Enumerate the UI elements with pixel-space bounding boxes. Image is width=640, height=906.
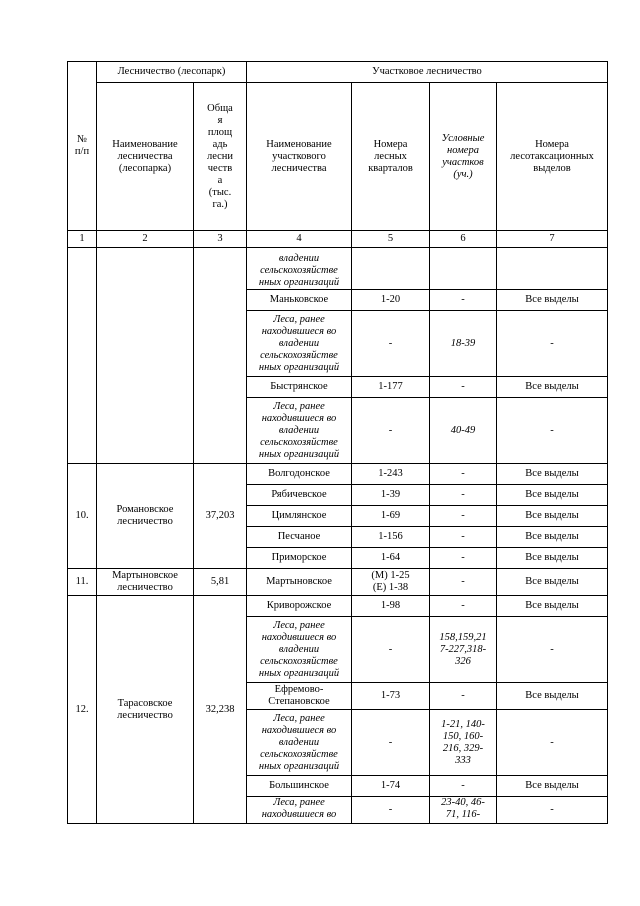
group-num: 10. [68, 464, 97, 569]
header-num: № п/п [68, 62, 97, 231]
header-col-vydely: Номера лесотаксационных выделов [497, 83, 608, 231]
uchastki [430, 248, 497, 290]
table-row [68, 596, 608, 617]
table-row [68, 569, 608, 596]
vydely: Все выделы [497, 485, 608, 506]
header-group-uchastkovoe: Участковое лесничество [247, 62, 608, 83]
group-num: 11. [68, 569, 97, 596]
uchastki: 23-40, 46- 71, 116- [441, 797, 485, 820]
uchastki: 18-39 [430, 311, 497, 377]
header-col-name: Наименование лесничества (лесопарка) [97, 83, 194, 231]
uch-name: Леса, ранее находившиеся во владении сельскохозяйстве нных организаций [247, 398, 352, 464]
group-name-cell [97, 248, 194, 464]
vydely: - [497, 398, 608, 464]
group-name: Мартыновское лесничество [97, 569, 194, 596]
col-number: 7 [497, 231, 608, 248]
uch-name: Леса, ранее находившиеся во владении сельскохозяйстве нных организаций [247, 617, 352, 683]
uchastki: 1-21, 140- 150, 160- 216, 329- 333 [430, 710, 497, 776]
kvartaly: - [352, 617, 430, 683]
table-row [68, 464, 608, 485]
group-name: Тарасовское лесничество [97, 596, 194, 824]
uch-name: Большинское [247, 776, 352, 797]
col-number: 1 [68, 231, 97, 248]
kvartaly: 1-74 [352, 776, 430, 797]
vydely: Все выделы [497, 683, 608, 710]
vydely: Все выделы [497, 464, 608, 485]
header-col-uchastki: Условные номера участков (уч.) [430, 83, 497, 231]
uch-name: Маньковское [247, 290, 352, 311]
uchastki: - [430, 527, 497, 548]
vydely: - [497, 311, 608, 377]
group-area-cell [194, 248, 247, 464]
uchastki: - [430, 485, 497, 506]
kvartaly: 1-20 [352, 290, 430, 311]
uchastki: 158,159,21 7-227,318- 326 [430, 617, 497, 683]
kvartaly [352, 248, 430, 290]
group-area: 32,238 [194, 596, 247, 824]
uchastki: - [430, 596, 497, 617]
header-col-kvartaly: Номера лесных кварталов [352, 83, 430, 231]
group-area: 37,203 [194, 464, 247, 569]
uch-name: Леса, ранее находившиеся во владении сельскохозяйстве нных организаций [247, 311, 352, 377]
uch-name: Леса, ранее находившиеся во владении сельскохозяйстве нных организаций [247, 710, 352, 776]
kvartaly: 1-73 [352, 683, 430, 710]
group-name: Романовское лесничество [97, 464, 194, 569]
uch-name: Леса, ранее находившиеся во [261, 797, 337, 820]
kvartaly: 1-64 [352, 548, 430, 569]
forestry-table [67, 61, 608, 824]
vydely: Все выделы [497, 596, 608, 617]
group-num: 12. [68, 596, 97, 824]
uch-name: Криворожское [247, 596, 352, 617]
uch-name: Приморское [247, 548, 352, 569]
uch-name: Песчаное [247, 527, 352, 548]
vydely: - [497, 710, 608, 776]
uch-name: Мартыновское [247, 569, 352, 596]
uchastki: - [430, 776, 497, 797]
header-col-area: Обща я площ адь лесни честв а (тыс. га.) [194, 83, 247, 231]
col-number: 3 [194, 231, 247, 248]
uch-name: Цимлянское [247, 506, 352, 527]
uchastki: - [430, 377, 497, 398]
column-number-row [68, 231, 608, 248]
col-number: 4 [247, 231, 352, 248]
col-number: 2 [97, 231, 194, 248]
header-col-uch-name: Наименование участкового лесничества [247, 83, 352, 231]
vydely: Все выделы [497, 377, 608, 398]
uchastki: - [430, 569, 497, 596]
uch-name: владении сельскохозяйстве нных организаций [258, 253, 340, 288]
table-row [68, 248, 608, 290]
vydely: Все выделы [497, 776, 608, 797]
uch-name: Ефремово- Степановское [247, 683, 352, 710]
uchastki: - [430, 683, 497, 710]
kvartaly: 1-69 [352, 506, 430, 527]
group-num-cell [68, 248, 97, 464]
kvartaly: (М) 1-25 (Е) 1-38 [352, 569, 430, 596]
col-number: 6 [430, 231, 497, 248]
uchastki: - [430, 464, 497, 485]
uchastki: - [430, 548, 497, 569]
vydely: Все выделы [497, 527, 608, 548]
kvartaly: 1-39 [352, 485, 430, 506]
uch-name: Рябичевское [247, 485, 352, 506]
uch-name: Волгодонское [247, 464, 352, 485]
kvartaly: 1-177 [352, 377, 430, 398]
group-area: 5,81 [194, 569, 247, 596]
kvartaly: - [352, 398, 430, 464]
kvartaly: - [352, 797, 430, 824]
kvartaly: 1-243 [352, 464, 430, 485]
kvartaly: - [352, 311, 430, 377]
kvartaly: - [352, 710, 430, 776]
vydely: - [497, 797, 608, 824]
vydely [497, 248, 608, 290]
uchastki: - [430, 290, 497, 311]
vydely: - [497, 617, 608, 683]
header-group-lesnichestvo: Лесничество (лесопарк) [97, 62, 247, 83]
vydely: Все выделы [497, 569, 608, 596]
vydely: Все выделы [497, 506, 608, 527]
uch-name: Быстрянское [247, 377, 352, 398]
uchastki: - [430, 506, 497, 527]
kvartaly: 1-156 [352, 527, 430, 548]
kvartaly: 1-98 [352, 596, 430, 617]
uchastki: 40-49 [430, 398, 497, 464]
col-number: 5 [352, 231, 430, 248]
vydely: Все выделы [497, 290, 608, 311]
vydely: Все выделы [497, 548, 608, 569]
